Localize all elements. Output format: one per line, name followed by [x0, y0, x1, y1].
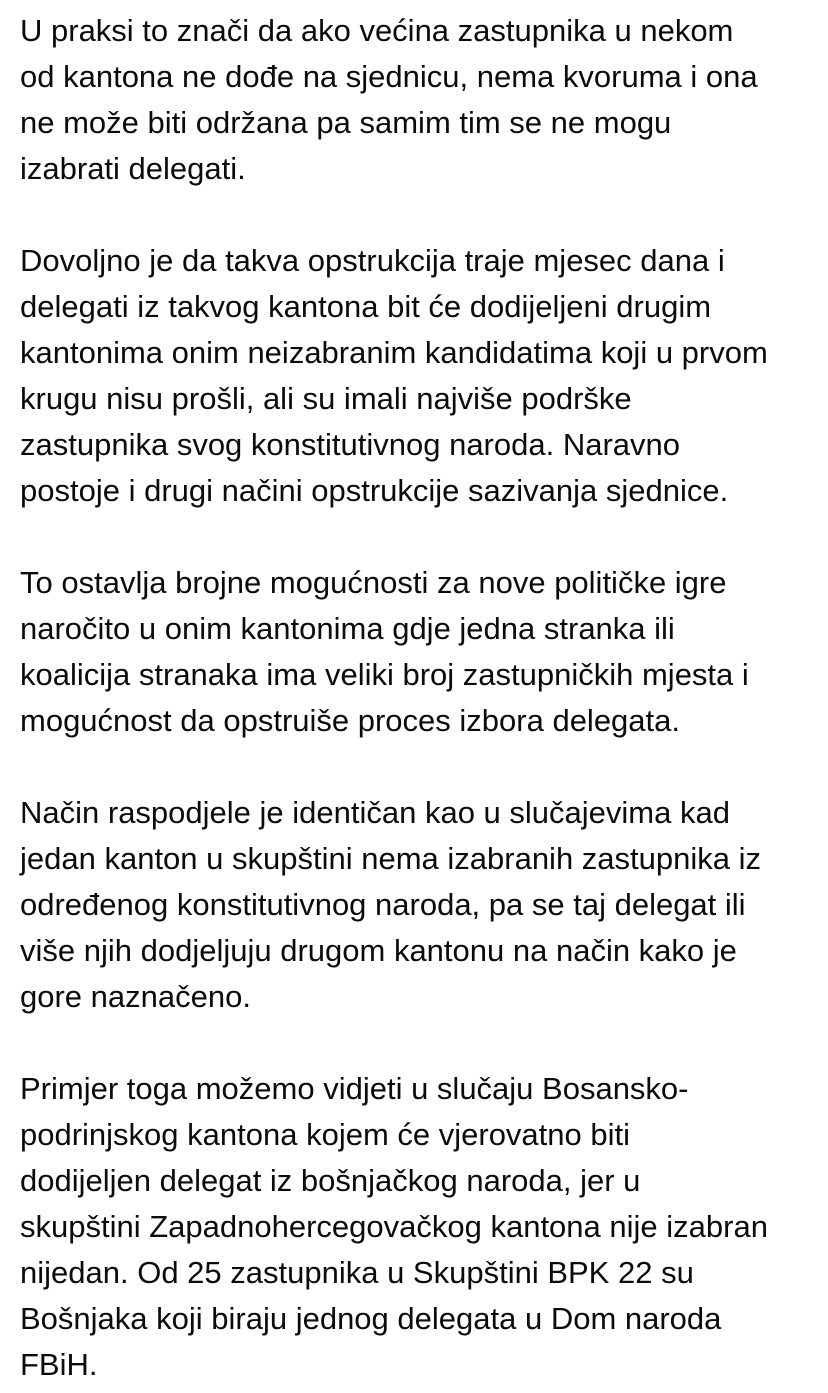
paragraph-2: [20, 238, 820, 514]
text-line: koalicija stranaka ima veliki broj zastupničkih mjesta i: [20, 657, 749, 692]
text-line: Bošnjaka koji biraju jednog delegata u Dom naroda: [20, 1301, 722, 1336]
text-line: naročito u onim kantonima gdje jedna stranka ili: [20, 611, 675, 646]
text-line: podrinjskog kantona kojem će vjerovatno biti: [20, 1117, 631, 1152]
text-line: FBiH.: [20, 1347, 98, 1382]
paragraph-3: [20, 560, 820, 744]
text-line: Način raspodjele je identičan kao u slučajevima kad: [20, 795, 730, 830]
text-line: kantonima onim neizabranim kandidatima koji u prvom: [20, 335, 768, 370]
text-line: izabrati delegati.: [20, 151, 246, 186]
text-line: U praksi to znači da ako većina zastupnika u nekom: [20, 13, 734, 48]
text-line: To ostavlja brojne mogućnosti za nove političke igre: [20, 565, 727, 600]
text-line: jedan kanton u skupštini nema izabranih zastupnika iz: [20, 841, 762, 876]
text-line: mogućnost da opstruiše proces izbora delegata.: [20, 703, 681, 738]
text-line: ne može biti održana pa samim tim se ne mogu: [20, 105, 672, 140]
text-line: zastupnika svog konstitutivnog naroda. Naravno: [20, 427, 681, 462]
text-line: Primjer toga možemo vidjeti u slučaju Bosansko-: [20, 1071, 689, 1106]
text-line: dodijeljen delegat iz bošnjačkog naroda, jer u: [20, 1163, 641, 1198]
paragraph-5: [20, 1066, 820, 1388]
text-line: skupštini Zapadnohercegovačkog kantona nije izabran: [20, 1209, 768, 1244]
text-line: postoje i drugi načini opstrukcije sazivanja sjednice.: [20, 473, 729, 508]
text-line: Dovoljno je da takva opstrukcija traje mjesec dana i: [20, 243, 725, 278]
paragraph-4: [20, 790, 820, 1020]
text-line: više njih dodjeljuju drugom kantonu na način kako je: [20, 933, 737, 968]
paragraph-1: [20, 8, 820, 192]
text-line: nijedan. Od 25 zastupnika u Skupštini BPK 22 su: [20, 1255, 694, 1290]
text-line: od kantona ne dođe na sjednicu, nema kvoruma i ona: [20, 59, 758, 94]
text-line: delegati iz takvog kantona bit će dodijeljeni drugim: [20, 289, 712, 324]
text-line: krugu nisu prošli, ali su imali najviše podrške: [20, 381, 632, 416]
text-line: gore naznačeno.: [20, 979, 251, 1014]
text-line: određenog konstitutivnog naroda, pa se taj delegat ili: [20, 887, 746, 922]
article-text: [20, 8, 820, 1388]
